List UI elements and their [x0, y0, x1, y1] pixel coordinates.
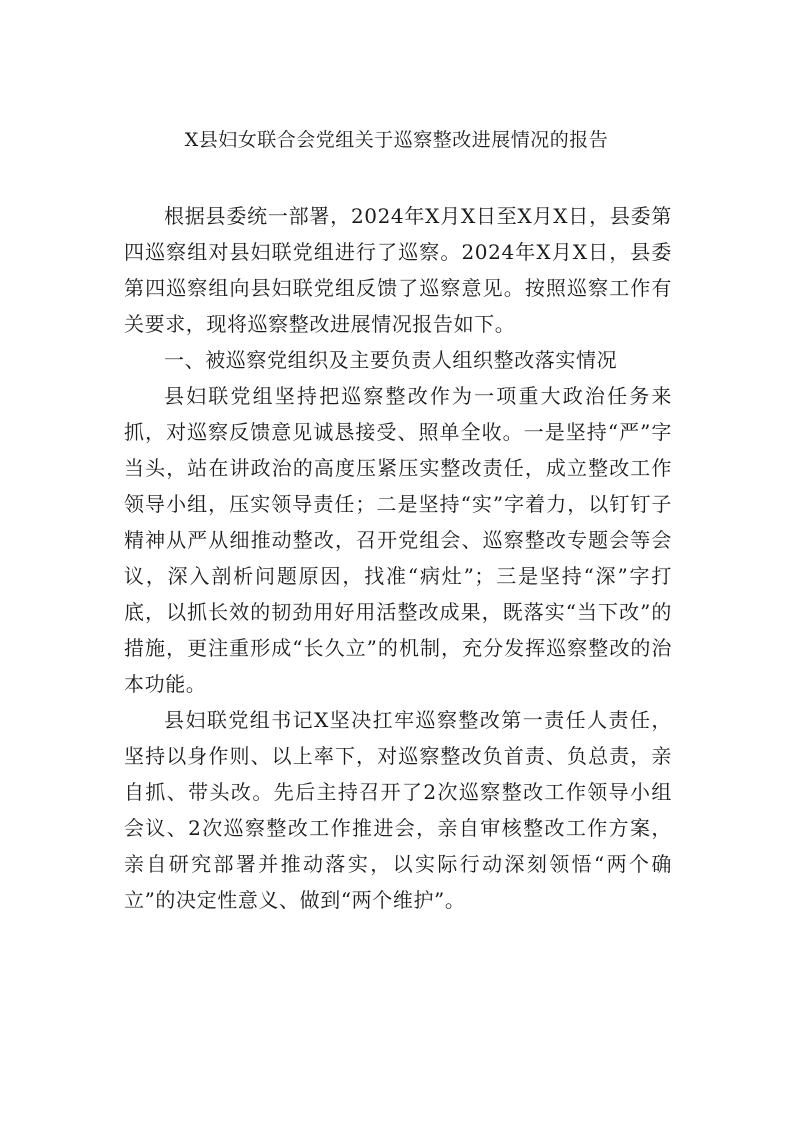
paragraph-intro: 根据县委统一部署，2024年X月X日至X月X日，县委第四巡察组对县妇联党组进行了巡察。2024年X月X日，县委第四巡察组向县妇联党组反馈了巡察意见。按照巡察工作有关要求，现将巡察整改进展情况报告如下。 — [124, 204, 672, 336]
document-title: X县妇女联合会党组关于巡察整改进展情况的报告 — [184, 129, 609, 151]
paragraph-rectification: 县妇联党组坚持把巡察整改作为一项重大政治任务来抓，对巡察反馈意见诚恳接受、照单全收。一是坚持“严”字当头，站在讲政治的高度压紧压实整改责任，成立整改工作领导小组，压实领导责任；二是坚持“实”字着力，以钉钉子精神从严从细推动整改，召开党组会、巡察整改专题会等会议，深入剖析问题原因，找准“病灶”；三是坚持“深”字打底，以抓长效的韧劲用好用活整改成果，既落实“当下改”的措施，更注重形成“长久立”的机制，充分发挥巡察整改的治本功能。 — [124, 384, 672, 696]
document-body — [124, 198, 672, 918]
section-heading-1: 一、被巡察党组织及主要负责人组织整改落实情况 — [164, 348, 618, 372]
paragraph-secretary: 县妇联党组书记X坚决扛牢巡察整改第一责任人责任，坚持以身作则、以上率下，对巡察整改负首责、负总责，亲自抓、带头改。先后主持召开了2次巡察整改工作领导小组会议、2次巡察整改工作推进会，亲自审核整改工作方案，亲自研究部署并推动落实，以实际行动深刻领悟“两个确立”的决定性意义、做到“两个维护”。 — [124, 708, 672, 912]
